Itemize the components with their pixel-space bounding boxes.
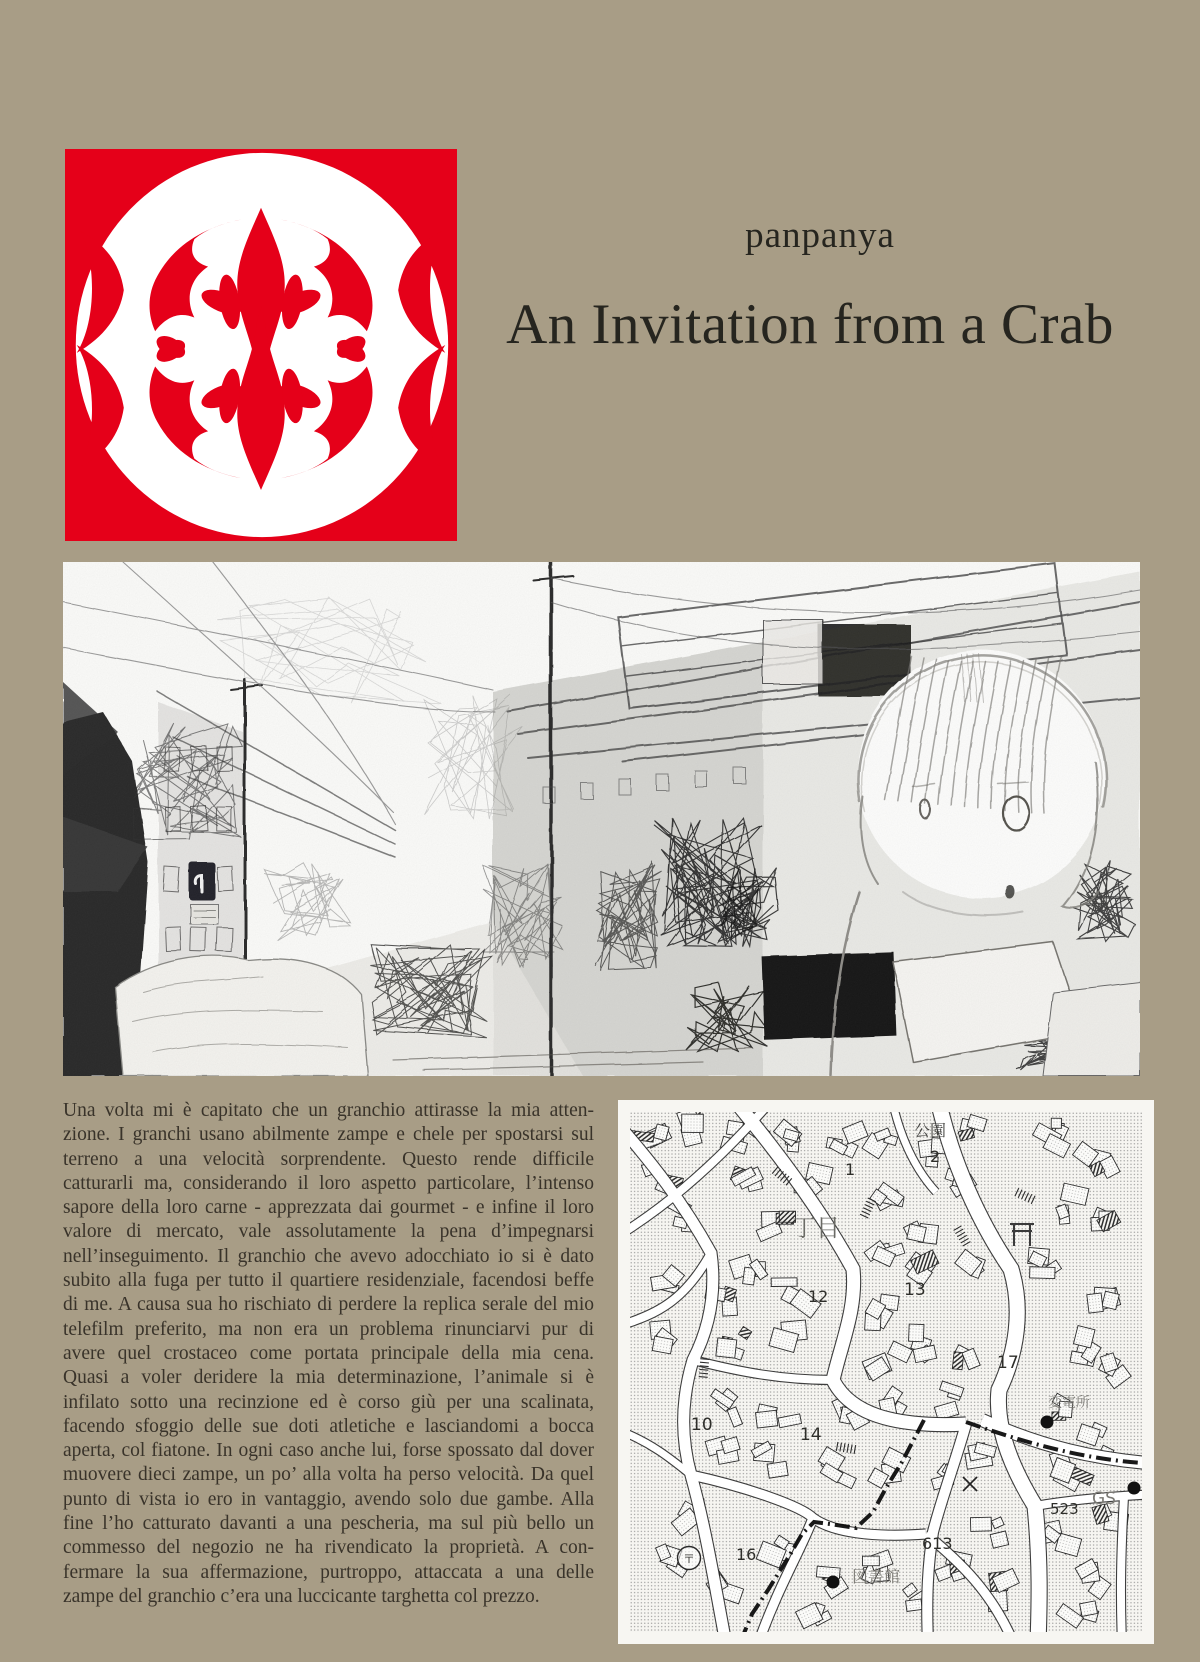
story-line: Una volta mi è capitato che un granchio attirasse la mia atten- [63,1100,594,1121]
story-line: infilato sotto una recinzione ed è corso giù per una scalinata, [63,1391,594,1413]
author-name: panpanya [745,215,895,256]
map-label: 613 [922,1534,953,1553]
story-line: fine l’ho catturato davanti a una pescheria, ma sul più bello un [63,1513,594,1535]
story-line: fermare la sua affermazione, purtroppo, attaccata a una delle [63,1561,594,1583]
cover-illustration [63,562,1140,1076]
publisher-logo [65,149,457,541]
map-label: 1 [845,1160,856,1179]
map-label-park: 公園 [914,1121,947,1140]
story-line: muovere dieci zampe, un po’ alla volta ha perso velocità. Da quel [63,1464,594,1486]
page-title: An Invitation from a Crab [506,293,1114,356]
story-line: terreno a una velocità sorprendente. Questo rende difficile [63,1148,594,1170]
map-label: 12 [808,1287,829,1306]
story-line: facendo sfoggio delle sue doti atletiche e lasciandomi a bocca [63,1415,594,1437]
story-line: nell’inseguimento. Il granchio che avevo adocchiato io si è dato [63,1245,594,1267]
story-line: di me. A causa sua ho rischiato di perdere la replica serale del mio [63,1294,594,1316]
map-label: 2 [930,1147,941,1166]
paper-grain [63,562,1140,1076]
map-label-library: 図書館 [852,1567,901,1586]
story-line: sapore della loro carne - apprezzata dai gourmet - e infine il loro [63,1197,594,1219]
synopsis-text [63,1099,594,1609]
story-line: Quasi a voler deridere la mia determinazione, l’animale si è [63,1367,594,1389]
map-label: 17 [997,1353,1019,1373]
map-label: 16 [736,1545,757,1564]
crab-emblem-icon [65,149,457,541]
map-panel [618,1100,1154,1644]
story-line: avere quel crostaceo come portata principale della mia cena. [63,1342,594,1364]
map-label-substation: 変電所 [1048,1395,1090,1411]
story-line: zampe del granchio c’era una luccicante targhetta col prezzo. [63,1585,540,1607]
map-label: 13 [904,1280,926,1300]
story-line: catturarli ma, considerando il loro aspetto particolare, l’intenso [63,1172,594,1194]
story-line: subito alla fuga per tutto il quartiere residenziale, facendosi beffe [63,1270,594,1292]
story-line: zione. I granchi usano abilmente zampe e chele per spostarsi sul [63,1124,594,1146]
map-label-post: 〒 [682,1552,696,1566]
map-label-chome: 丁目 [792,1214,840,1242]
alley-sketch-image [63,562,1140,1076]
story-line: aperta, col fiatone. In ogni caso anche lui, forse spossato dal dover [63,1440,594,1462]
map-label: 523 [1050,1500,1079,1518]
story-line: valore di mercato, vale assolutamente la pena d’impegnarsi [63,1221,594,1243]
street-map-image [630,1112,1142,1632]
map-label: 10 [691,1415,713,1435]
story-line: commesso del negozio ne ha rivendicato la proprietà. A con- [63,1537,594,1559]
map-label: 14 [800,1425,822,1445]
story-line: punto di vista io ero in vantaggio, avendo solo due gambe. Alla [63,1488,594,1510]
map-label-gs: GS [1092,1489,1116,1509]
story-line: telefilm preferito, ma non era un problema rinunciarvi pur di [63,1318,594,1340]
